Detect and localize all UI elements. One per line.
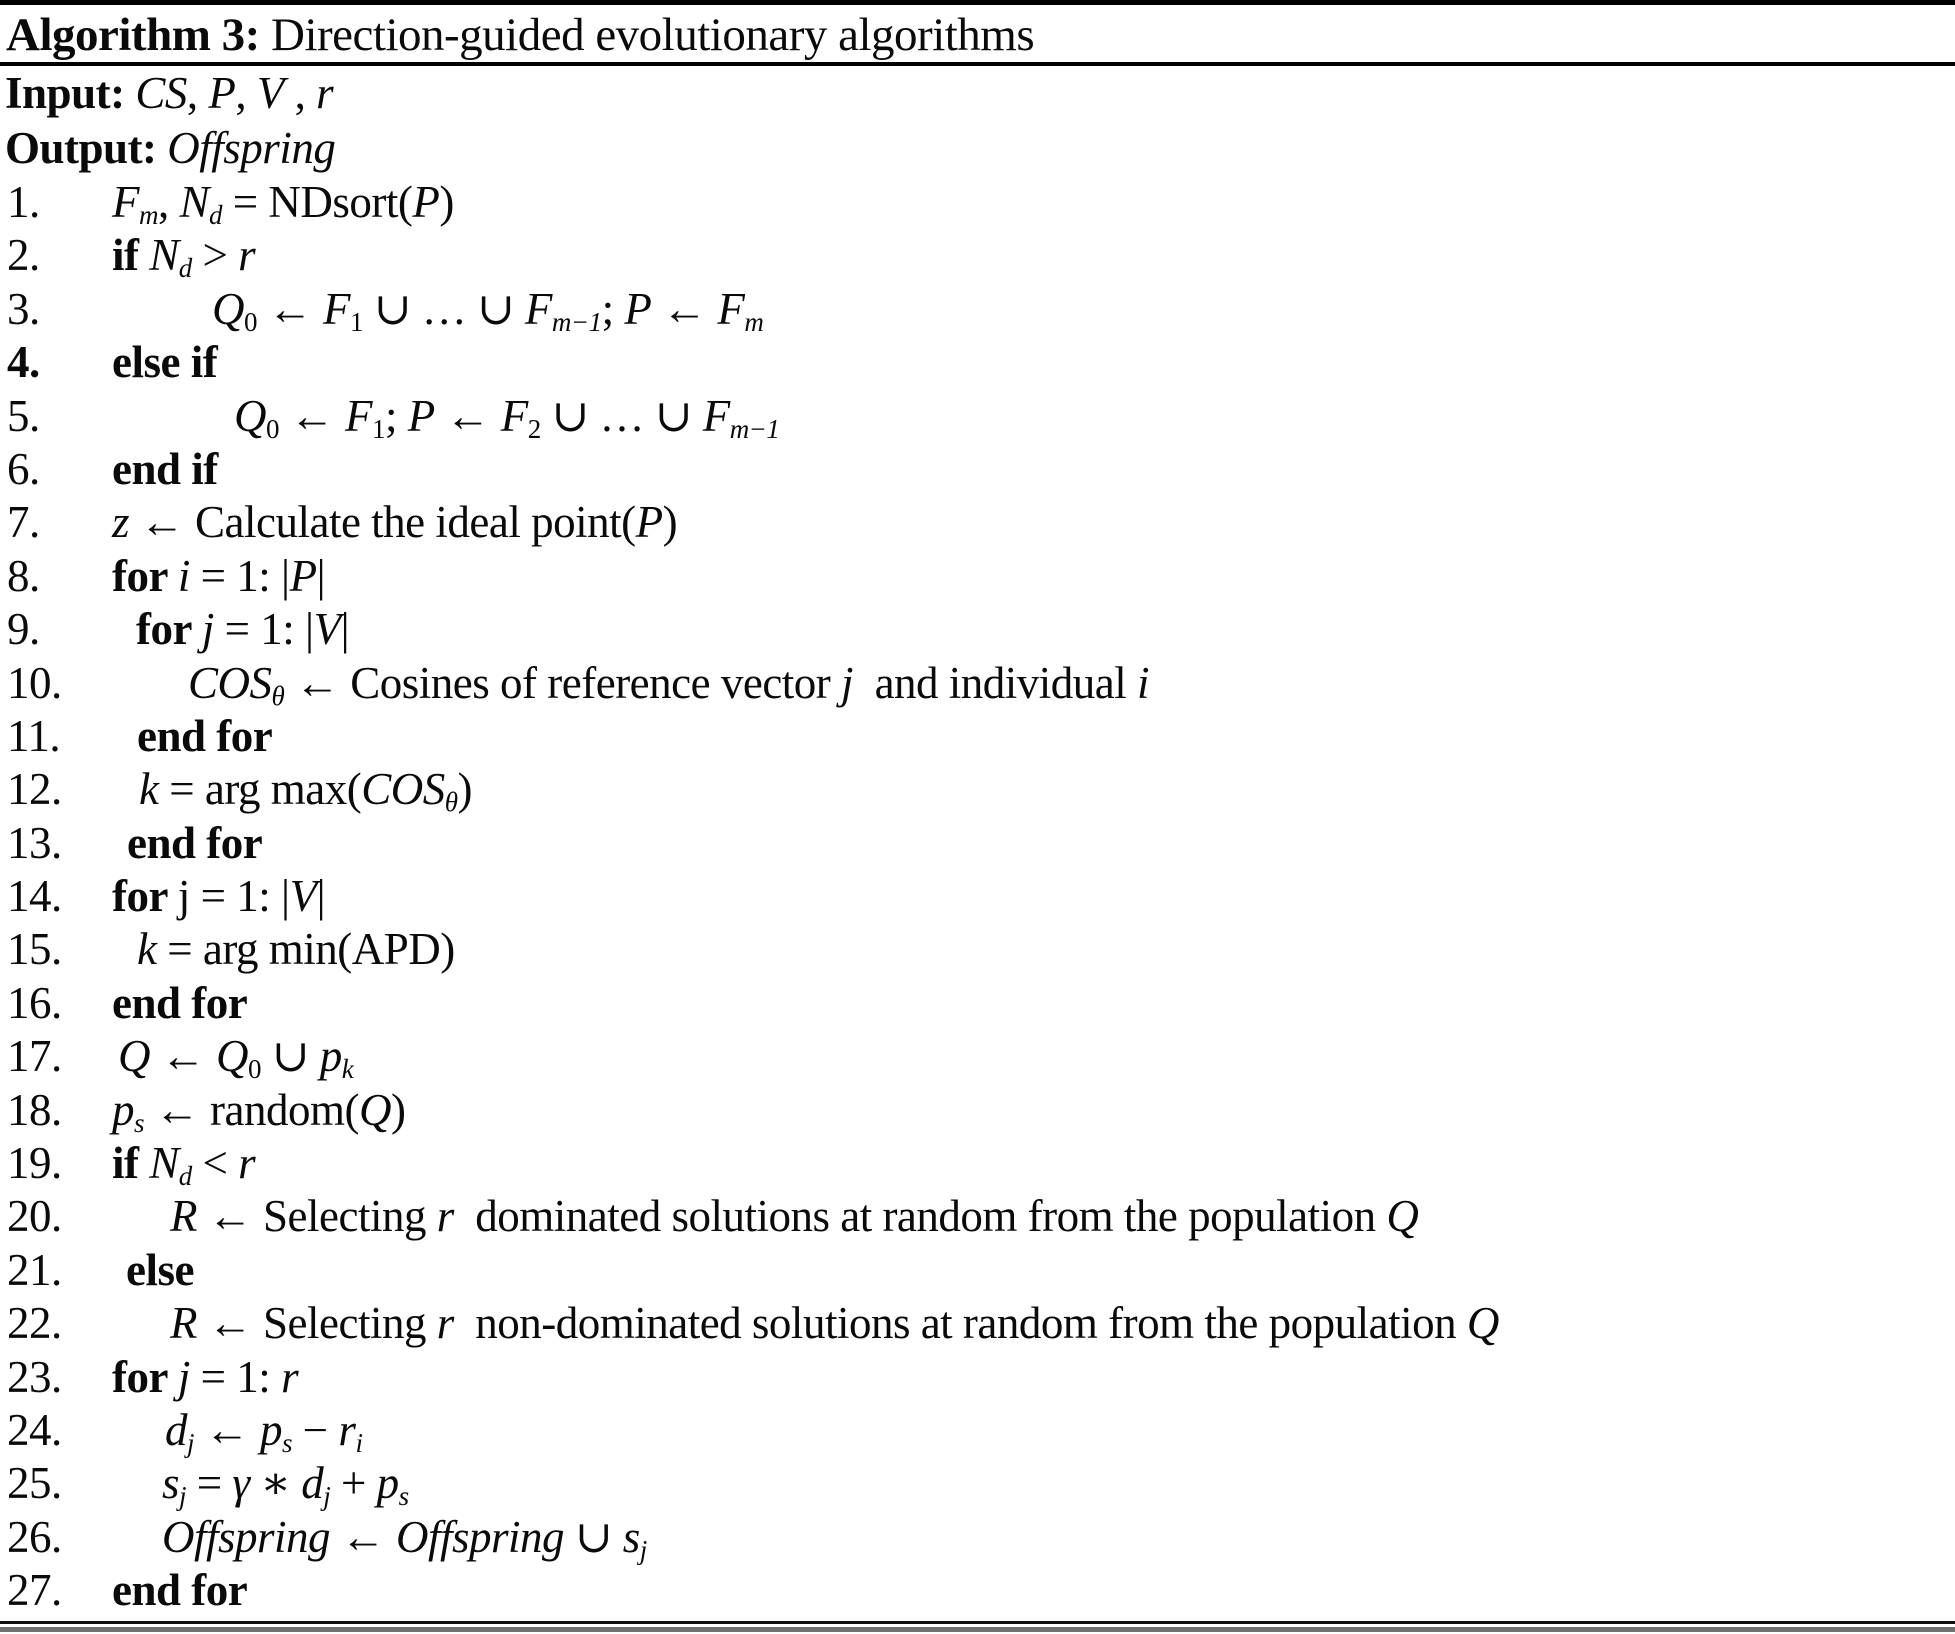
line-content bbox=[112, 1457, 409, 1510]
text-segment: j bbox=[179, 1481, 187, 1512]
text-segment: j bbox=[841, 657, 854, 708]
text-segment: ∪ bbox=[261, 1031, 320, 1082]
text-segment: j bbox=[187, 1428, 195, 1458]
algorithm-line bbox=[0, 550, 1955, 603]
algorithm-line bbox=[0, 1457, 1955, 1510]
text-segment: ← bbox=[194, 1404, 261, 1455]
text-segment: , bbox=[158, 177, 180, 227]
text-segment: r bbox=[436, 1298, 454, 1349]
text-segment: 1 bbox=[372, 413, 385, 444]
line-content bbox=[112, 1084, 405, 1137]
algorithm-line bbox=[0, 496, 1955, 549]
text-segment: d bbox=[165, 1404, 187, 1455]
line-number: 18. bbox=[7, 1084, 62, 1135]
text-segment: for bbox=[112, 1351, 178, 1402]
line-number: 3. bbox=[7, 283, 40, 334]
text-segment: R bbox=[170, 1191, 197, 1242]
line-number: 25. bbox=[7, 1458, 62, 1509]
text-segment: r bbox=[238, 1138, 256, 1189]
text-segment: non-dominated solutions at random from the population bbox=[453, 1298, 1467, 1349]
line-content bbox=[112, 176, 454, 229]
text-segment: else bbox=[126, 1244, 194, 1295]
text-segment: = 1: | bbox=[189, 550, 290, 601]
text-segment: θ bbox=[271, 680, 285, 711]
text-segment: ← bbox=[330, 1511, 397, 1562]
algorithm-line bbox=[0, 817, 1955, 870]
output-row bbox=[0, 121, 1955, 176]
line-content bbox=[112, 1190, 1418, 1243]
text-segment: F bbox=[524, 283, 552, 334]
output-values bbox=[167, 123, 335, 173]
text-segment: j bbox=[201, 604, 214, 655]
algorithm-line bbox=[0, 1084, 1955, 1137]
line-number: 17. bbox=[7, 1031, 62, 1082]
text-segment: Offspring bbox=[162, 1511, 331, 1562]
text-segment: for bbox=[112, 871, 178, 922]
text-segment: P bbox=[208, 68, 236, 118]
text-segment: COS bbox=[361, 764, 445, 815]
algorithm-line bbox=[0, 977, 1955, 1030]
line-content bbox=[112, 496, 677, 549]
line-content bbox=[112, 657, 1149, 710]
text-segment: ) bbox=[662, 497, 678, 548]
text-segment: N bbox=[149, 1138, 179, 1189]
text-segment: = arg max( bbox=[158, 764, 362, 815]
algorithm-line bbox=[0, 1564, 1955, 1617]
text-segment: i bbox=[1137, 657, 1150, 708]
algorithm-line bbox=[0, 1511, 1955, 1564]
text-segment: j bbox=[639, 1534, 647, 1565]
text-segment: p bbox=[112, 1084, 134, 1135]
text-segment: 0 bbox=[248, 1054, 261, 1085]
text-segment: F bbox=[702, 390, 730, 441]
text-segment: i bbox=[177, 550, 190, 601]
text-segment: , bbox=[186, 68, 209, 118]
text-segment: s bbox=[282, 1428, 293, 1458]
text-segment: = bbox=[186, 1458, 233, 1509]
text-segment: end for bbox=[137, 710, 273, 761]
text-segment: r bbox=[436, 1191, 454, 1242]
line-number: 20. bbox=[7, 1191, 62, 1242]
line-number: 16. bbox=[7, 977, 62, 1028]
text-segment: ∪ … ∪ bbox=[540, 390, 703, 441]
text-segment: ← bbox=[434, 390, 501, 441]
line-number: 27. bbox=[7, 1565, 62, 1616]
text-segment: P bbox=[635, 497, 663, 548]
text-segment: m−1 bbox=[551, 306, 602, 337]
algorithm-line bbox=[0, 443, 1955, 496]
line-content bbox=[112, 336, 217, 389]
text-segment: s bbox=[134, 1107, 145, 1138]
algorithm-lines bbox=[0, 176, 1955, 1618]
algorithm-line bbox=[0, 1137, 1955, 1190]
text-segment: | bbox=[316, 550, 326, 601]
text-segment: Offspring bbox=[396, 1511, 565, 1562]
algorithm-line bbox=[0, 1190, 1955, 1243]
text-segment: θ bbox=[444, 787, 458, 818]
algorithm-line bbox=[0, 1244, 1955, 1297]
text-segment: j bbox=[177, 1351, 190, 1402]
text-segment: m−1 bbox=[729, 413, 780, 444]
text-segment: dominated solutions at random from the population bbox=[453, 1191, 1387, 1242]
algorithm-line bbox=[0, 923, 1955, 976]
line-number: 22. bbox=[7, 1298, 62, 1349]
line-content bbox=[112, 550, 325, 603]
text-segment: P bbox=[624, 283, 652, 334]
algorithm-title-label: Algorithm 3: bbox=[6, 9, 260, 61]
text-segment: ← bbox=[257, 283, 323, 334]
text-segment: | bbox=[316, 871, 326, 922]
text-segment: d bbox=[178, 1161, 192, 1192]
text-segment: 0 bbox=[266, 413, 279, 444]
line-number: 23. bbox=[7, 1351, 62, 1402]
algorithm-title bbox=[0, 5, 1955, 62]
text-segment: = 1: | bbox=[213, 604, 314, 655]
text-segment: s bbox=[398, 1481, 409, 1512]
algorithm-line bbox=[0, 657, 1955, 710]
text-segment: i bbox=[355, 1428, 363, 1458]
line-number: 19. bbox=[7, 1138, 62, 1189]
text-segment: p bbox=[260, 1404, 283, 1455]
text-segment: | bbox=[340, 604, 350, 655]
text-segment: ← Cosines of reference vector bbox=[284, 657, 842, 708]
text-segment: Q bbox=[358, 1084, 391, 1135]
text-segment: if bbox=[112, 230, 150, 281]
text-segment: else if bbox=[112, 337, 218, 388]
text-segment: 0 bbox=[244, 306, 257, 337]
text-segment: and individual bbox=[853, 657, 1138, 708]
line-content bbox=[112, 1030, 353, 1083]
text-segment: k bbox=[139, 764, 159, 815]
text-segment: p bbox=[376, 1458, 399, 1509]
text-segment: ; bbox=[601, 283, 625, 334]
algorithm-title-text: Direction-guided evolutionary algorithms bbox=[259, 9, 1035, 61]
input-label: Input: bbox=[5, 68, 136, 118]
line-content bbox=[112, 1404, 362, 1457]
algorithm-line bbox=[0, 176, 1955, 229]
text-segment: V bbox=[313, 604, 341, 655]
line-number: 15. bbox=[7, 924, 62, 975]
text-segment: = 1: bbox=[189, 1351, 282, 1402]
text-segment: P bbox=[407, 390, 435, 441]
line-content bbox=[112, 977, 247, 1030]
text-segment: r bbox=[338, 1404, 356, 1455]
line-content bbox=[112, 283, 763, 336]
algorithm-line bbox=[0, 336, 1955, 389]
text-segment: F bbox=[500, 390, 528, 441]
algorithm-line bbox=[0, 763, 1955, 816]
text-segment: F bbox=[717, 283, 745, 334]
text-segment: ← Calculate the ideal point( bbox=[129, 497, 636, 548]
text-segment: ∗ bbox=[249, 1458, 302, 1509]
text-segment: CS bbox=[135, 68, 187, 118]
text-segment: ← bbox=[150, 1031, 216, 1082]
text-segment: ← Selecting bbox=[197, 1298, 437, 1349]
line-content bbox=[112, 710, 272, 763]
text-segment: COS bbox=[188, 657, 272, 708]
line-number: 9. bbox=[7, 604, 40, 655]
output-label: Output: bbox=[5, 123, 168, 173]
text-segment: γ bbox=[232, 1458, 250, 1509]
line-number: 2. bbox=[7, 230, 40, 281]
text-segment: for bbox=[136, 604, 202, 655]
text-segment: Q bbox=[1386, 1191, 1419, 1242]
line-content bbox=[112, 1564, 247, 1617]
algorithm-line bbox=[0, 229, 1955, 282]
text-segment: F bbox=[112, 177, 139, 227]
text-segment: ← random( bbox=[144, 1084, 359, 1135]
text-segment: s bbox=[162, 1458, 180, 1509]
bottom-rule bbox=[0, 1621, 1955, 1634]
line-number: 13. bbox=[7, 817, 62, 868]
text-segment: Q bbox=[234, 390, 266, 441]
text-segment: 1 bbox=[350, 306, 363, 337]
line-number: 24. bbox=[7, 1404, 62, 1455]
text-segment: d bbox=[209, 200, 223, 231]
algorithm-line bbox=[0, 283, 1955, 336]
text-segment: ; bbox=[385, 390, 408, 441]
text-segment: − bbox=[292, 1404, 339, 1455]
text-segment: V bbox=[289, 871, 317, 922]
text-segment: N bbox=[179, 177, 210, 227]
line-content bbox=[112, 923, 455, 976]
line-content bbox=[112, 1511, 647, 1564]
text-segment: , bbox=[235, 68, 257, 118]
input-values bbox=[135, 68, 333, 118]
line-content bbox=[112, 603, 349, 656]
text-segment: d bbox=[178, 253, 192, 284]
text-segment: + bbox=[330, 1458, 377, 1509]
text-segment: P bbox=[412, 177, 440, 227]
line-number: 4. bbox=[7, 337, 40, 388]
text-segment: ∪ … ∪ bbox=[363, 283, 525, 334]
input-row bbox=[0, 66, 1955, 121]
line-content bbox=[112, 817, 262, 870]
text-segment: if bbox=[112, 1138, 150, 1189]
text-segment: d bbox=[301, 1458, 324, 1509]
text-segment: ) bbox=[457, 764, 473, 815]
text-segment: z bbox=[112, 497, 130, 548]
line-number: 11. bbox=[7, 710, 61, 761]
line-number: 21. bbox=[7, 1244, 62, 1295]
text-segment: end for bbox=[127, 817, 263, 868]
text-segment: N bbox=[149, 230, 179, 281]
text-segment: F bbox=[323, 283, 350, 334]
text-segment: P bbox=[289, 550, 317, 601]
text-segment: ← Selecting bbox=[197, 1191, 437, 1242]
line-content bbox=[112, 1297, 1499, 1350]
text-segment: > bbox=[191, 230, 239, 281]
text-segment: end for bbox=[112, 977, 248, 1028]
line-number: 8. bbox=[7, 550, 40, 601]
text-segment: F bbox=[345, 390, 372, 441]
line-number: 12. bbox=[7, 764, 62, 815]
text-segment: m bbox=[139, 200, 158, 231]
text-segment: m bbox=[744, 306, 764, 337]
algorithm-line bbox=[0, 603, 1955, 656]
text-segment: k bbox=[137, 924, 157, 975]
text-segment: ← bbox=[279, 390, 345, 441]
line-number: 1. bbox=[7, 177, 40, 227]
text-segment: Q bbox=[1466, 1298, 1499, 1349]
text-segment: R bbox=[170, 1298, 197, 1349]
text-segment: ) bbox=[390, 1084, 406, 1135]
algorithm-line bbox=[0, 1030, 1955, 1083]
text-segment: V bbox=[256, 68, 284, 118]
line-content bbox=[112, 1137, 255, 1190]
line-number: 26. bbox=[7, 1511, 62, 1562]
line-content bbox=[112, 870, 325, 923]
algorithm-line bbox=[0, 870, 1955, 923]
text-segment: Offspring bbox=[167, 123, 336, 173]
text-segment: for bbox=[112, 550, 178, 601]
text-segment: = NDsort( bbox=[222, 177, 413, 227]
text-segment: , bbox=[283, 68, 317, 118]
text-segment: r bbox=[316, 68, 334, 118]
text-segment: r bbox=[281, 1351, 299, 1402]
text-segment: j = 1: | bbox=[177, 871, 290, 922]
text-segment: ∪ bbox=[564, 1511, 623, 1562]
line-content bbox=[112, 1351, 298, 1404]
line-content bbox=[112, 390, 779, 443]
algorithm-line bbox=[0, 1297, 1955, 1350]
text-segment: 2 bbox=[527, 413, 541, 444]
line-content bbox=[112, 1244, 194, 1297]
text-segment: < bbox=[191, 1138, 239, 1189]
text-segment: s bbox=[622, 1511, 640, 1562]
line-number: 10. bbox=[7, 657, 62, 708]
line-content bbox=[112, 443, 218, 496]
line-number: 14. bbox=[7, 871, 62, 922]
text-segment: ) bbox=[439, 177, 454, 227]
text-segment: Q bbox=[118, 1031, 150, 1082]
text-segment: k bbox=[341, 1054, 354, 1085]
text-segment: end for bbox=[112, 1565, 248, 1616]
text-segment: ← bbox=[651, 283, 718, 334]
text-segment: end if bbox=[112, 443, 218, 494]
text-segment: j bbox=[323, 1481, 331, 1512]
text-segment: Q bbox=[212, 283, 244, 334]
algorithm-line bbox=[0, 1351, 1955, 1404]
line-number: 6. bbox=[7, 443, 40, 494]
algorithm-line bbox=[0, 1404, 1955, 1457]
text-segment: = arg min(APD) bbox=[156, 924, 455, 975]
algorithm-line bbox=[0, 710, 1955, 763]
line-content bbox=[112, 763, 472, 816]
text-segment: Q bbox=[216, 1031, 248, 1082]
line-number: 5. bbox=[7, 390, 40, 441]
text-segment: p bbox=[319, 1031, 342, 1082]
line-content bbox=[112, 229, 255, 282]
algorithm-line bbox=[0, 390, 1955, 443]
text-segment: r bbox=[238, 230, 256, 281]
line-number: 7. bbox=[7, 497, 40, 548]
